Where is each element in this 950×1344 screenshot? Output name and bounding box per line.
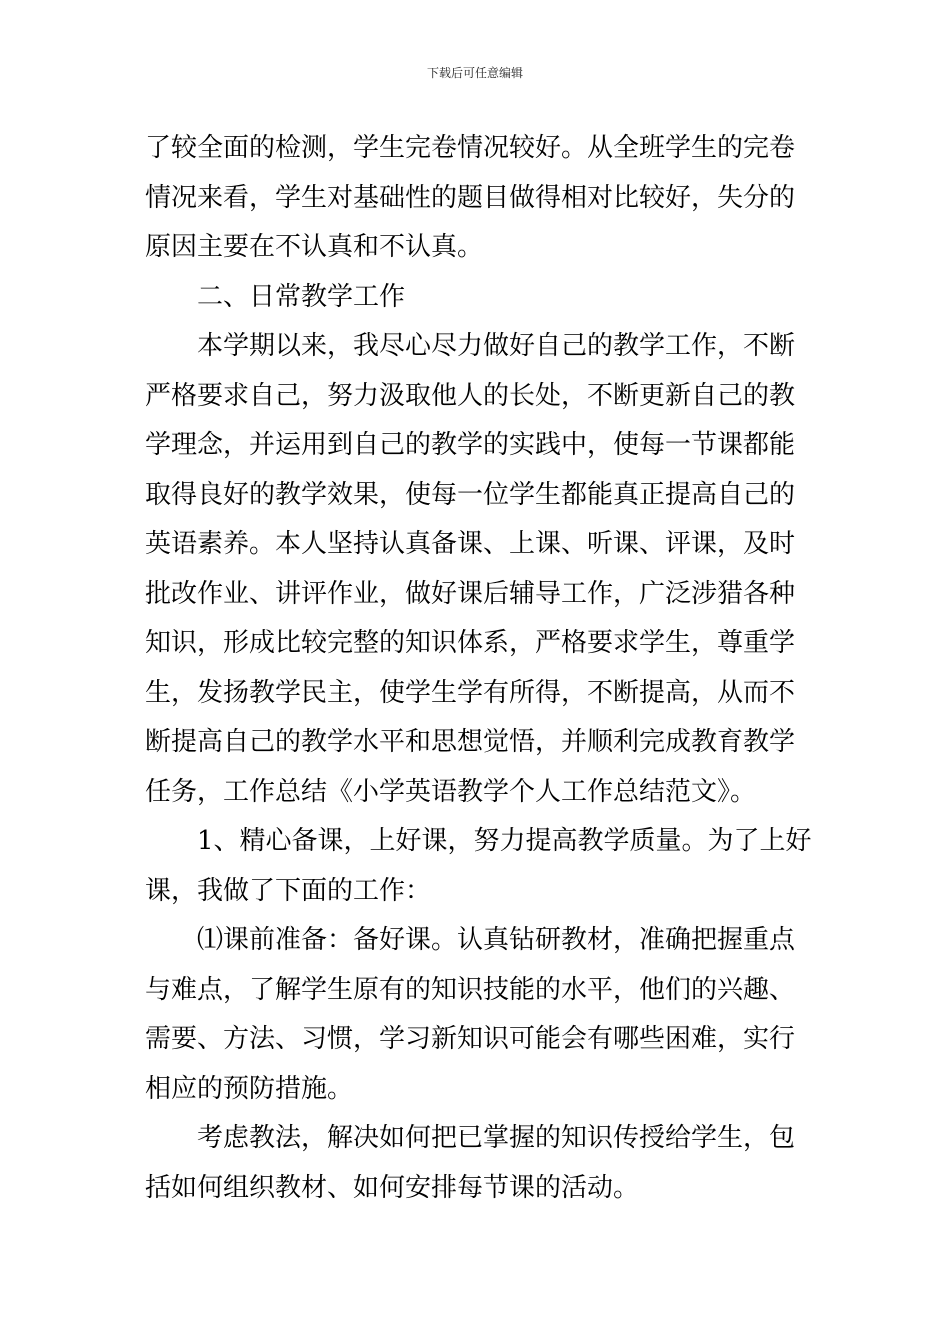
text-line: 任务，工作总结《小学英语教学个人工作总结范文》。 xyxy=(145,776,757,807)
text-line: 情况来看，学生对基础性的题目做得相对比较好，失分的 xyxy=(145,182,796,213)
text-line: 了较全面的检测，学生完卷情况较好。从全班学生的完卷 xyxy=(145,133,796,163)
text-line: 1、精心备课，上好课，努力提高教学质量。为了上好 xyxy=(197,826,812,856)
text-line: 需要、方法、习惯，学习新知识可能会有哪些困难，实行 xyxy=(145,1024,796,1054)
text-line: 批改作业、讲评作业，做好课后辅导工作，广泛涉猎各种 xyxy=(145,578,796,609)
text-line: 本学期以来，我尽心尽力做好自己的教学工作，不断 xyxy=(197,331,796,361)
page-header: 下载后可任意编辑 xyxy=(426,66,523,80)
text-line: 相应的预防措施。 xyxy=(145,1073,354,1104)
text-line: 括如何组织教材、如何安排每节课的活动。 xyxy=(145,1172,640,1203)
document-body xyxy=(145,124,810,1213)
text-line: 英语素养。本人坚持认真备课、上课、听课、评课，及时 xyxy=(145,529,796,559)
text-line: 与难点，了解学生原有的知识技能的水平，他们的兴趣、 xyxy=(145,974,796,1005)
text-line: ⑴课前准备：备好课。认真钻研教材，准确把握重点 xyxy=(197,925,796,955)
text-line: 考虑教法，解决如何把已掌握的知识传授给学生，包 xyxy=(197,1123,796,1153)
text-line: 原因主要在不认真和不认真。 xyxy=(145,232,484,262)
text-line: 断提高自己的教学水平和思想觉悟，并顺利完成教育教学 xyxy=(145,727,796,757)
text-line: 知识，形成比较完整的知识体系，严格要求学生，尊重学 xyxy=(145,628,796,658)
text-line: 课，我做了下面的工作： xyxy=(145,875,432,906)
text-line: 严格要求自己，努力汲取他人的长处，不断更新自己的教 xyxy=(145,380,796,411)
section-heading: 二、日常教学工作 xyxy=(197,281,406,312)
text-line: 学理念，并运用到自己的教学的实践中，使每一节课都能 xyxy=(145,430,796,460)
text-line: 取得良好的教学效果，使每一位学生都能真正提高自己的 xyxy=(145,479,796,510)
text-line: 生，发扬教学民主，使学生学有所得，不断提高，从而不 xyxy=(145,677,796,708)
